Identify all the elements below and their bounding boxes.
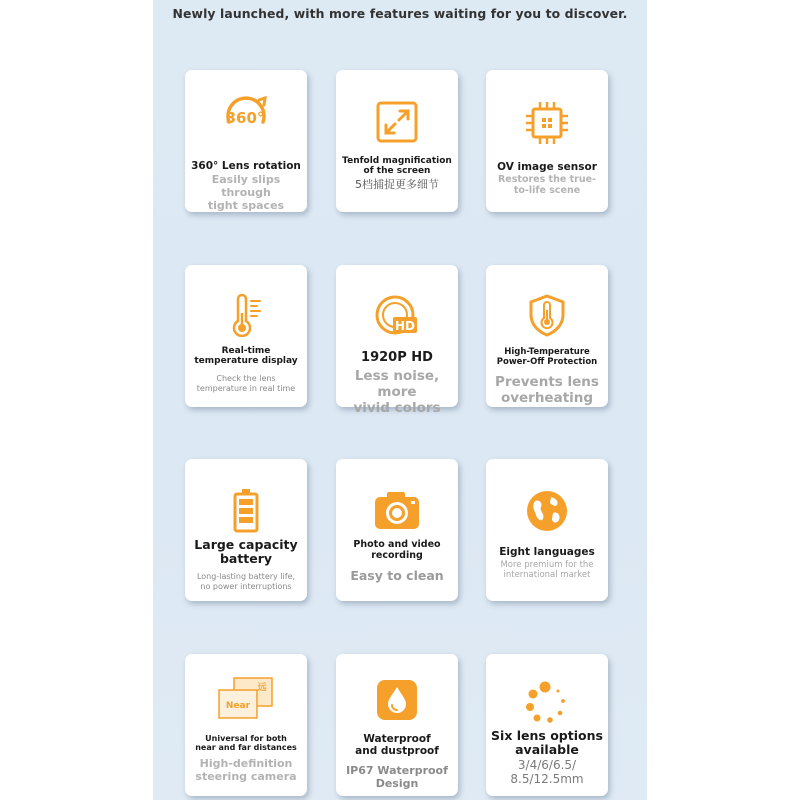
feature-card-photo-video: [336, 459, 458, 601]
shield-thermometer-icon: [486, 293, 608, 337]
card-title: Eight languages: [499, 546, 595, 558]
card-subtitle: 5档捕捉更多细节: [355, 178, 439, 191]
card-subtitle: Restores the true- to-life scene: [497, 174, 596, 197]
feature-card-battery: [185, 459, 307, 601]
svg-text:360°: 360°: [225, 109, 265, 127]
card-title: Large capacity battery: [194, 537, 298, 567]
expand-arrows-icon: [336, 100, 458, 144]
card-subtitle: Check the lens temperature in real time: [196, 374, 296, 393]
chip-icon: [486, 100, 608, 146]
card-title: Six lens options available: [491, 728, 603, 758]
thermometer-icon: [185, 293, 307, 339]
card-subtitle: Long-lasting battery life, no power interruptions: [196, 572, 296, 591]
feature-card-360-rotation: [185, 70, 307, 212]
card-subtitle: Easy to clean: [350, 568, 444, 583]
card-title: Universal for both near and far distances: [195, 734, 297, 753]
card-title: Real-time temperature display: [194, 346, 298, 367]
card-subtitle: Easily slips through tight spaces: [207, 173, 285, 213]
loading-dots-icon: [486, 680, 608, 724]
camera-icon: [336, 489, 458, 531]
water-drop-icon: [336, 678, 458, 722]
feature-card-temperature: [185, 265, 307, 407]
card-subtitle: IP67 Waterproof Design: [346, 764, 448, 791]
feature-card-magnification: [336, 70, 458, 212]
card-subtitle: High-definition steering camera: [195, 757, 297, 784]
svg-text:远: 远: [257, 683, 267, 693]
card-title: 1920P HD: [361, 350, 433, 365]
card-title: Tenfold magnification of the screen: [342, 156, 452, 177]
card-subtitle: Less noise, more vivid colors: [353, 368, 441, 417]
card-title: High-Temperature Power-Off Protection: [496, 347, 598, 367]
svg-text:Near: Near: [225, 701, 251, 711]
360-rotation-icon: [185, 92, 307, 136]
card-subtitle: Prevents lens overheating: [495, 374, 599, 407]
feature-card-hd: [336, 265, 458, 417]
battery-icon: [185, 487, 307, 533]
feature-card-waterproof: [336, 654, 458, 796]
card-title: Waterproof and dustproof: [355, 733, 439, 758]
near-far-icon: [185, 676, 307, 722]
card-title: OV image sensor: [497, 161, 597, 173]
svg-text:HD: HD: [394, 319, 416, 333]
feature-card-near-far: [185, 654, 307, 796]
feature-card-ov-sensor: [486, 70, 608, 212]
feature-card-overheat-protection: [486, 265, 608, 407]
card-title: Photo and video recording: [353, 539, 441, 561]
card-subtitle: 3/4/6/6.5/ 8.5/12.5mm: [510, 758, 584, 787]
headline: Newly launched, with more features waiting for you to discover.: [172, 6, 628, 21]
feature-card-languages: [486, 459, 608, 601]
globe-icon: [486, 489, 608, 533]
hd-icon: [336, 293, 458, 337]
card-subtitle: More premium for the international market: [500, 560, 594, 581]
feature-card-lens-options: [486, 654, 608, 796]
card-title: 360° Lens rotation: [191, 160, 301, 172]
